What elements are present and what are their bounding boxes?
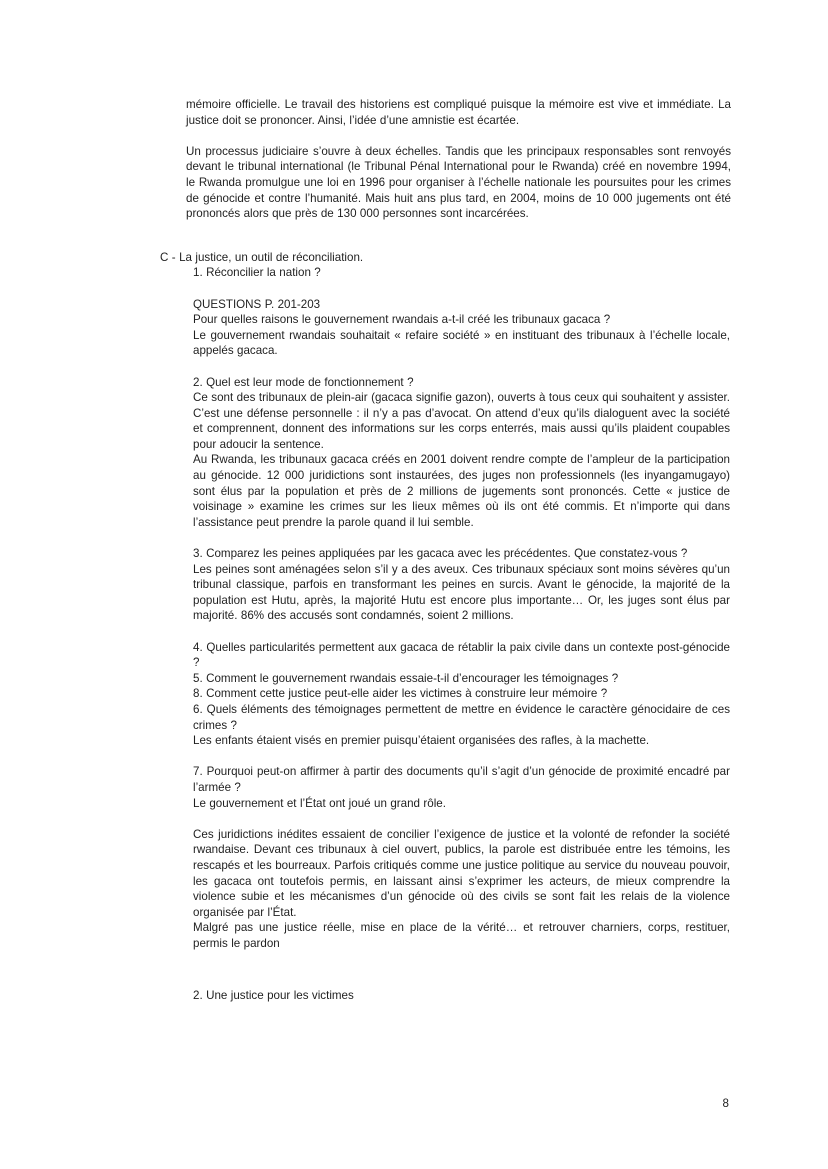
question-3: 3. Comparez les peines appliquées par les gacaca avec les précédentes. Que constatez-vous ? (193, 547, 688, 561)
question-1: Pour quelles raisons le gouvernement rwandais a-t-il créé les tribunaux gacaca ? (193, 313, 611, 327)
paragraph-processus-judiciaire: Un processus judiciaire s’ouvre à deux échelles. Tandis que les principaux responsables sont renvoyés devant le tribunal international (le Tribunal Pénal International pour le Rwanda) créé en novembre 1994, le Rwanda promulgue une loi en 1996 pour organiser à l’échelle nationale les poursuites pour les crimes de génocide et contre l’humanité. Mais huit ans plus tard, en 2004, moins de 10 000 jugements ont été prononcés alors que près de 130 000 personnes sont incarcérées. (186, 144, 731, 221)
document-content (0, 97, 828, 1004)
question-4: 4. Quelles particularités permettent aux gacaca de rétablir la paix civile dans un contexte post-génocide ? (193, 640, 730, 670)
question-7: 7. Pourquoi peut-on affirmer à partir des documents qu’il s’agit d’un génocide de proximité encadré par l’armée ? (193, 765, 730, 794)
answer-2-part-1: Ce sont des tribunaux de plein-air (gacaca signifie gazon), ouverts à tous ceux qui souhaitent y assister. C’est une défense personnelle : il n’y a pas d’avocat. On attend d’eux qu’ils dialoguent avec la société et comprennent, donnent des informations sur les corps enterrés, mais aussi qu’ils plaident coupables pour adoucir la sentence. (193, 391, 730, 451)
answer-1: Le gouvernement rwandais souhaitait « refaire société » en instituant des tribunaux à l’échelle locale, appelés gacaca. (193, 328, 730, 358)
answer-2-part-2: Au Rwanda, les tribunaux gacaca créés en 2001 doivent rendre compte de l’ampleur de la participation au génocide. 12 000 juridictions sont instaurées, des juges non professionnels (les inyangamugayo) sont élus par la population et près de 2 millions de jugements sont prononcés. Cette « justice de voisinage » examine les crimes sur les lieux mêmes où ils ont été commis. Et n’importe qui dans l’assistance peut prendre la parole quand il lui semble. (193, 453, 730, 529)
section-heading-c: C - La justice, un outil de réconciliation. (160, 250, 364, 264)
answer-6: Les enfants étaient visés en premier puisqu’étaient organisées des rafles, à la machette. (193, 734, 650, 748)
answer-7: Le gouvernement et l’État ont joué un grand rôle. (193, 796, 446, 810)
answer-3: Les peines sont aménagées selon s’il y a des aveux. Ces tribunaux spéciaux sont moins sévères qu’un tribunal classique, parfois en transformant les peines en surcis. Avant le génocide, la majorité de la population est Hutu, après, la majorité Hutu est encore plus importante… Or, les juges sont élus par majorité. 86% des accusés sont condamnés, soient 2 millions. (193, 562, 730, 623)
paragraph-conclusion: Ces juridictions inédites essaient de concilier l’exigence de justice et la volonté de refonder la société rwandaise. Devant ces tribunaux à ciel ouvert, publics, la parole est distribuée entre les témoins, les rescapés et les bourreaux. Parfois critiqués comme une justice politique au service du nouveau pouvoir, les gacaca ont toutefois permis, en laissant ainsi s’exprimer les acteurs, de mieux comprendre la violence subie et les mécanismes d’un génocide où des civils se sont fait les relais de la violence organisée par l’État. (193, 827, 730, 919)
page-number: 8 (722, 1097, 729, 1110)
questions-title: QUESTIONS P. 201-203 (193, 297, 321, 311)
question-6: 6. Quels éléments des témoignages permettent de mettre en évidence le caractère génocidaire de ces crimes ? (193, 702, 730, 732)
subsection-heading-1: 1. Réconcilier la nation ? (193, 266, 321, 280)
paragraph-malgre: Malgré pas une justice réelle, mise en place de la vérité… et retrouver charniers, corps, restituer, permis le pardon (193, 921, 730, 950)
subsection-heading-2: 2. Une justice pour les victimes (193, 989, 354, 1003)
question-2: 2. Quel est leur mode de fonctionnement ? (193, 375, 414, 389)
paragraph-memoire-officielle: mémoire officielle. Le travail des historiens est compliqué puisque la mémoire est vive et immédiate. La justice doit se prononcer. Ainsi, l’idée d’une amnistie est écartée. (186, 98, 731, 127)
question-5: 5. Comment le gouvernement rwandais essaie-t-il d’encourager les témoignages ? (193, 671, 619, 685)
question-8: 8. Comment cette justice peut-elle aider les victimes à construire leur mémoire ? (193, 687, 608, 701)
